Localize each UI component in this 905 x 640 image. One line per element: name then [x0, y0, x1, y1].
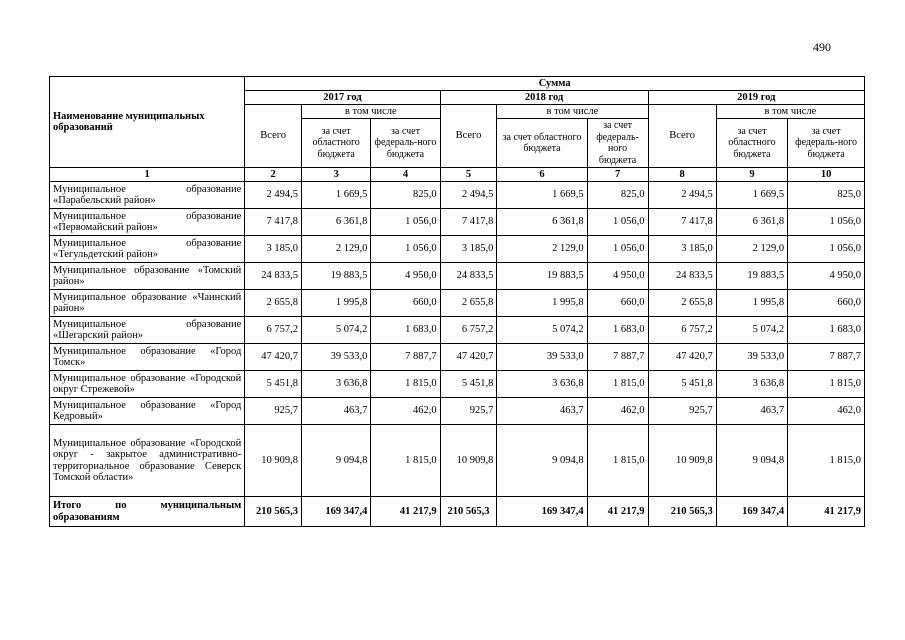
value-cell: 2 655,8 — [648, 290, 716, 317]
municipality-name: Муниципальное образование «Городской округ Стрежевой» — [50, 371, 245, 398]
value-cell: 1 669,5 — [497, 182, 587, 209]
total-value-cell: 41 217,9 — [587, 497, 648, 527]
column-number: 9 — [716, 168, 787, 182]
table-row — [50, 290, 865, 317]
value-cell: 4 950,0 — [587, 263, 648, 290]
value-cell: 19 883,5 — [497, 263, 587, 290]
table-row — [50, 236, 865, 263]
municipality-name: Муниципальное образование «Парабельский район» — [50, 182, 245, 209]
value-cell: 1 683,0 — [371, 317, 440, 344]
value-cell: 5 074,2 — [302, 317, 371, 344]
header-federal-2018: за счет федераль-ного бюджета — [587, 119, 648, 168]
header-sum: Сумма — [245, 77, 865, 91]
value-cell: 39 533,0 — [302, 344, 371, 371]
value-cell: 3 185,0 — [440, 236, 497, 263]
value-cell: 1 815,0 — [587, 425, 648, 497]
municipality-name: Муниципальное образование «Город Томск» — [50, 344, 245, 371]
value-cell: 2 655,8 — [245, 290, 302, 317]
value-cell: 3 636,8 — [716, 371, 787, 398]
value-cell: 4 950,0 — [371, 263, 440, 290]
value-cell: 925,7 — [245, 398, 302, 425]
total-value-cell: 210 565,3 — [648, 497, 716, 527]
table-row — [50, 317, 865, 344]
municipality-name: Муниципальное образование «Город Кедровый» — [50, 398, 245, 425]
value-cell: 1 683,0 — [587, 317, 648, 344]
column-number: 10 — [788, 168, 865, 182]
value-cell: 5 074,2 — [716, 317, 787, 344]
table-body — [50, 182, 865, 527]
value-cell: 825,0 — [587, 182, 648, 209]
value-cell: 39 533,0 — [716, 344, 787, 371]
value-cell: 1 815,0 — [788, 371, 865, 398]
value-cell: 7 417,8 — [245, 209, 302, 236]
header-year-2019: 2019 год — [648, 91, 864, 105]
value-cell: 7 887,7 — [788, 344, 865, 371]
value-cell: 3 185,0 — [245, 236, 302, 263]
header-regional-2017: за счет областного бюджета — [302, 119, 371, 168]
header-federal-2017: за счет федераль-ного бюджета — [371, 119, 440, 168]
table-row — [50, 398, 865, 425]
value-cell: 3 185,0 — [648, 236, 716, 263]
value-cell: 463,7 — [497, 398, 587, 425]
value-cell: 5 451,8 — [648, 371, 716, 398]
total-value-cell: 169 347,4 — [716, 497, 787, 527]
value-cell: 1 995,8 — [497, 290, 587, 317]
value-cell: 1 056,0 — [371, 236, 440, 263]
value-cell: 7 417,8 — [648, 209, 716, 236]
value-cell: 2 494,5 — [440, 182, 497, 209]
total-value-cell: 169 347,4 — [497, 497, 587, 527]
header-federal-2019: за счет федераль-ного бюджета — [788, 119, 865, 168]
value-cell: 462,0 — [371, 398, 440, 425]
value-cell: 7 887,7 — [371, 344, 440, 371]
column-number: 7 — [587, 168, 648, 182]
municipality-name: Муниципальное образование «Городской округ - закрытое административно-территориальное образование Северск Томской области» — [50, 425, 245, 497]
value-cell: 6 757,2 — [648, 317, 716, 344]
table-row — [50, 182, 865, 209]
value-cell: 1 995,8 — [302, 290, 371, 317]
table-row — [50, 209, 865, 236]
value-cell: 24 833,5 — [440, 263, 497, 290]
value-cell: 660,0 — [371, 290, 440, 317]
header-year-2018: 2018 год — [440, 91, 648, 105]
municipality-name: Муниципальное образование «Шегарский район» — [50, 317, 245, 344]
header-incl-2018: в том числе — [497, 105, 648, 119]
value-cell: 2 494,5 — [245, 182, 302, 209]
value-cell: 660,0 — [788, 290, 865, 317]
value-cell: 1 815,0 — [371, 371, 440, 398]
value-cell: 3 636,8 — [497, 371, 587, 398]
value-cell: 925,7 — [648, 398, 716, 425]
page-number: 490 — [813, 40, 831, 54]
value-cell: 7 417,8 — [440, 209, 497, 236]
municipality-name: Муниципальное образование «Первомайский район» — [50, 209, 245, 236]
value-cell: 463,7 — [716, 398, 787, 425]
header-regional-2019: за счет областного бюджета — [716, 119, 787, 168]
table-row — [50, 344, 865, 371]
column-number: 1 — [50, 168, 245, 182]
column-number: 6 — [497, 168, 587, 182]
table-row — [50, 263, 865, 290]
value-cell: 5 451,8 — [440, 371, 497, 398]
column-number: 2 — [245, 168, 302, 182]
column-number: 5 — [440, 168, 497, 182]
value-cell: 24 833,5 — [245, 263, 302, 290]
value-cell: 1 815,0 — [587, 371, 648, 398]
value-cell: 2 655,8 — [440, 290, 497, 317]
header-total-2018: Всего — [440, 105, 497, 168]
value-cell: 1 815,0 — [788, 425, 865, 497]
header-year-2017: 2017 год — [245, 91, 440, 105]
value-cell: 24 833,5 — [648, 263, 716, 290]
total-value-cell: 210 565,3 — [440, 497, 497, 527]
budget-allocation-table — [49, 76, 865, 527]
value-cell: 1 683,0 — [788, 317, 865, 344]
value-cell: 10 909,8 — [648, 425, 716, 497]
value-cell: 1 056,0 — [587, 236, 648, 263]
column-number: 3 — [302, 168, 371, 182]
value-cell: 2 129,0 — [497, 236, 587, 263]
table-header — [50, 77, 865, 182]
value-cell: 1 056,0 — [371, 209, 440, 236]
header-regional-2018: за счет областного бюджета — [497, 119, 587, 168]
municipality-name: Муниципальное образование «Чаинский район» — [50, 290, 245, 317]
value-cell: 6 361,8 — [302, 209, 371, 236]
value-cell: 5 451,8 — [245, 371, 302, 398]
value-cell: 19 883,5 — [302, 263, 371, 290]
total-value-cell: 41 217,9 — [788, 497, 865, 527]
total-value-cell: 210 565,3 — [245, 497, 302, 527]
value-cell: 47 420,7 — [440, 344, 497, 371]
table-row — [50, 371, 865, 398]
value-cell: 2 129,0 — [716, 236, 787, 263]
total-row — [50, 497, 865, 527]
value-cell: 9 094,8 — [302, 425, 371, 497]
value-cell: 660,0 — [587, 290, 648, 317]
value-cell: 462,0 — [587, 398, 648, 425]
value-cell: 4 950,0 — [788, 263, 865, 290]
value-cell: 10 909,8 — [440, 425, 497, 497]
value-cell: 825,0 — [371, 182, 440, 209]
municipality-name: Муниципальное образование «Тегульдетский район» — [50, 236, 245, 263]
value-cell: 9 094,8 — [497, 425, 587, 497]
value-cell: 2 129,0 — [302, 236, 371, 263]
value-cell: 462,0 — [788, 398, 865, 425]
total-label: Итого по муниципальным образованиям — [50, 497, 245, 527]
header-name-column: Наименование муниципальных образований — [50, 77, 245, 168]
value-cell: 19 883,5 — [716, 263, 787, 290]
value-cell: 47 420,7 — [245, 344, 302, 371]
value-cell: 7 887,7 — [587, 344, 648, 371]
header-total-2019: Всего — [648, 105, 716, 168]
value-cell: 1 815,0 — [371, 425, 440, 497]
header-incl-2019: в том числе — [716, 105, 864, 119]
value-cell: 9 094,8 — [716, 425, 787, 497]
value-cell: 2 494,5 — [648, 182, 716, 209]
value-cell: 1 056,0 — [788, 236, 865, 263]
value-cell: 47 420,7 — [648, 344, 716, 371]
value-cell: 6 361,8 — [497, 209, 587, 236]
column-number: 4 — [371, 168, 440, 182]
header-total-2017: Всего — [245, 105, 302, 168]
municipality-name: Муниципальное образование «Томский район» — [50, 263, 245, 290]
value-cell: 825,0 — [788, 182, 865, 209]
total-value-cell: 169 347,4 — [302, 497, 371, 527]
value-cell: 6 757,2 — [440, 317, 497, 344]
value-cell: 6 361,8 — [716, 209, 787, 236]
value-cell: 1 056,0 — [788, 209, 865, 236]
header-incl-2017: в том числе — [302, 105, 441, 119]
column-number: 8 — [648, 168, 716, 182]
value-cell: 1 669,5 — [716, 182, 787, 209]
value-cell: 3 636,8 — [302, 371, 371, 398]
value-cell: 6 757,2 — [245, 317, 302, 344]
value-cell: 925,7 — [440, 398, 497, 425]
value-cell: 39 533,0 — [497, 344, 587, 371]
value-cell: 1 056,0 — [587, 209, 648, 236]
value-cell: 1 669,5 — [302, 182, 371, 209]
value-cell: 10 909,8 — [245, 425, 302, 497]
value-cell: 5 074,2 — [497, 317, 587, 344]
value-cell: 463,7 — [302, 398, 371, 425]
table-row — [50, 425, 865, 497]
total-value-cell: 41 217,9 — [371, 497, 440, 527]
value-cell: 1 995,8 — [716, 290, 787, 317]
